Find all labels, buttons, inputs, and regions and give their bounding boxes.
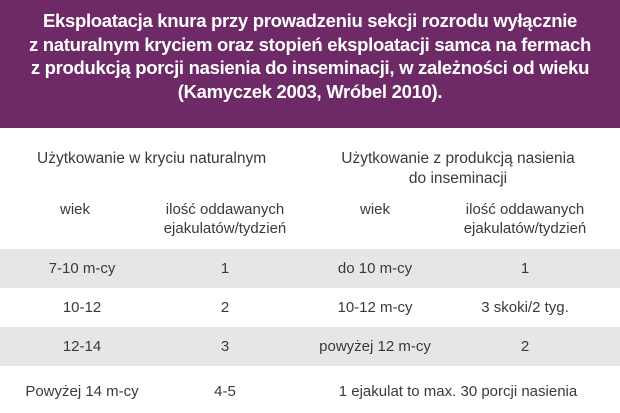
title-line-4: (Kamyczek 2003, Wróbel 2010). [177, 80, 443, 102]
table-title [18, 9, 602, 103]
cell-count-natural: 4-5 [214, 383, 236, 400]
group-header-insemination-line2: do inseminacji [408, 170, 508, 187]
cell-age-natural: 12-14 [62, 338, 102, 355]
cell-insemination-merged: 1 ejakulat to max. 30 porcji nasienia [338, 383, 578, 400]
cell-age-insemination: do 10 m-cy [337, 260, 413, 277]
group-header-natural: Użytkowanie w kryciu naturalnym [37, 150, 267, 167]
col-header-count-natural-line2: ejakulatów/tydzień [163, 220, 287, 237]
col-header-age-insemination: wiek [359, 201, 390, 218]
cell-age-natural: Powyżej 14 m-cy [25, 383, 139, 400]
cell-age-natural: 7-10 m-cy [48, 260, 116, 277]
cell-age-insemination: powyżej 12 m-cy [319, 338, 431, 355]
title-line-2: z naturalnym kryciem oraz stopień eksploatacji samca na fermach [28, 33, 592, 55]
title-line-1: Eksploatacja knura przy prowadzeniu sekcji rozrodu wyłącznie [42, 10, 578, 31]
cell-count-insemination: 2 [520, 338, 530, 355]
cell-count-natural: 1 [220, 260, 230, 277]
group-header-insemination-line1: Użytkowanie z produkcją nasienia [341, 150, 575, 167]
col-header-count-insemination-line2: ejakulatów/tydzień [463, 220, 587, 237]
cell-age-insemination: 10-12 m-cy [337, 299, 413, 316]
col-header-count-natural-line1: ilość oddawanych [165, 201, 285, 218]
cell-count-insemination: 3 skoki/2 tyg. [481, 299, 569, 316]
col-header-age-natural: wiek [59, 201, 90, 218]
cell-count-natural: 3 [220, 338, 230, 355]
title-line-3: z produkcją porcji nasienia do inseminacji, w zależności od wieku [30, 57, 590, 78]
header-banner [0, 0, 620, 128]
cell-count-natural: 2 [220, 299, 230, 316]
cell-age-natural: 10-12 [62, 299, 102, 316]
cell-count-insemination: 1 [520, 260, 530, 277]
col-header-count-insemination-line1: ilość oddawanych [465, 201, 585, 218]
